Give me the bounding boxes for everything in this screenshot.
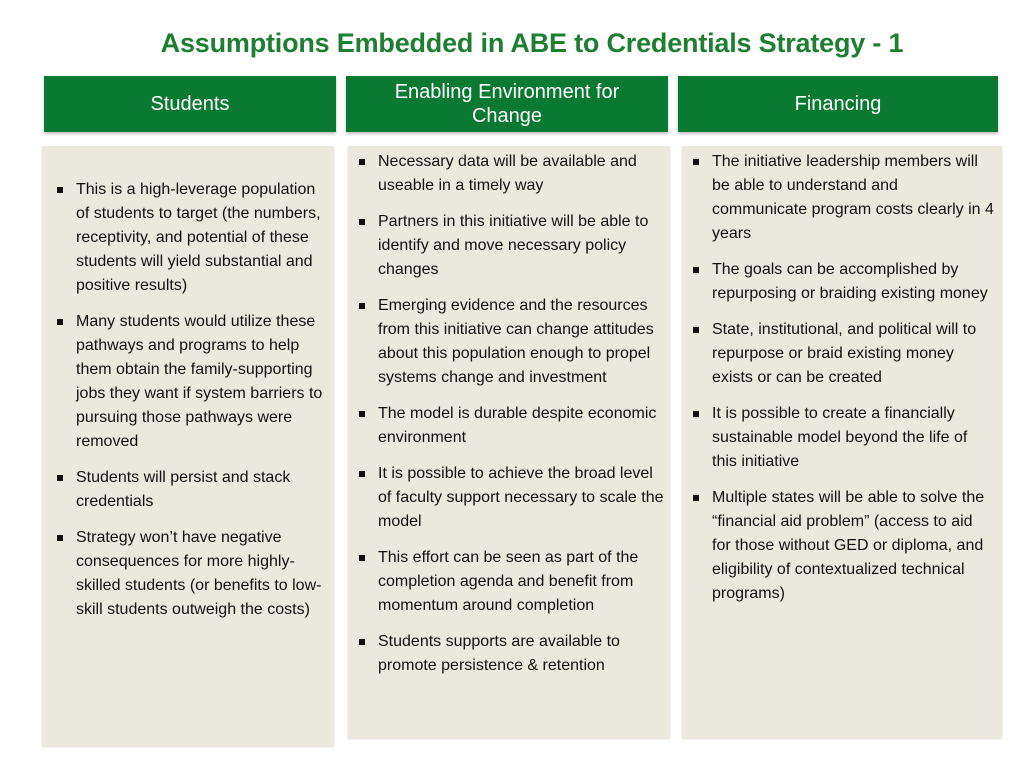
header-financing — [678, 76, 998, 132]
bullet-icon — [359, 303, 365, 309]
bullet-icon — [57, 187, 63, 193]
financing-list — [690, 150, 994, 606]
bullet-icon — [693, 159, 699, 165]
list-item: Multiple states will be able to solve the “financial aid problem” (access to aid for those without GED or diploma, and eligibility of contextualized technical programs) — [690, 486, 994, 606]
list-item: This is a high-leverage population of students to target (the numbers, receptivity, and potential of these students will yield substantial and positive results) — [54, 178, 326, 298]
bullet-icon — [359, 471, 365, 477]
list-item: Strategy won’t have negative consequences for more highly-skilled students (or benefits to low-skill students outweigh the costs) — [54, 526, 326, 622]
list-item: Necessary data will be available and useable in a timely way — [356, 150, 664, 198]
list-item: Many students would utilize these pathways and programs to help them obtain the family-supporting jobs they want if system barriers to pursuing those pathways were removed — [54, 310, 326, 454]
header-enabling-environment-label: Enabling Environment for Change — [394, 81, 620, 127]
list-item: Partners in this initiative will be able to identify and move necessary policy changes — [356, 210, 664, 282]
list-item: Students supports are available to promote persistence & retention — [356, 630, 664, 678]
bullet-icon — [57, 535, 63, 541]
list-item: Emerging evidence and the resources from this initiative can change attitudes about this population enough to propel systems change and investment — [356, 294, 664, 390]
slide-title: Assumptions Embedded in ABE to Credentials Strategy - 1 — [160, 28, 904, 58]
bullet-icon — [359, 159, 365, 165]
students-list — [54, 178, 326, 622]
bullet-icon — [693, 267, 699, 273]
bullet-icon — [693, 327, 699, 333]
enabling-environment-list — [356, 150, 664, 678]
bullet-icon — [57, 319, 63, 325]
panel-enabling-environment — [348, 146, 670, 738]
list-item: It is possible to achieve the broad level of faculty support necessary to scale the model — [356, 462, 664, 534]
header-students — [44, 76, 336, 132]
panel-financing — [682, 146, 1002, 738]
header-enabling-environment — [346, 76, 668, 132]
list-item: It is possible to create a financially sustainable model beyond the life of this initiative — [690, 402, 994, 474]
bullet-icon — [359, 555, 365, 561]
bullet-icon — [693, 495, 699, 501]
bullet-icon — [359, 639, 365, 645]
bullet-icon — [359, 411, 365, 417]
bullet-icon — [57, 475, 63, 481]
list-item: Students will persist and stack credentials — [54, 466, 326, 514]
header-financing-label: Financing — [794, 93, 882, 115]
header-students-label: Students — [150, 93, 230, 115]
list-item: The goals can be accomplished by repurposing or braiding existing money — [690, 258, 994, 306]
panel-students — [42, 146, 334, 746]
bullet-icon — [359, 219, 365, 225]
list-item: State, institutional, and political will to repurpose or braid existing money exists or can be created — [690, 318, 994, 390]
list-item: This effort can be seen as part of the completion agenda and benefit from momentum around completion — [356, 546, 664, 618]
bullet-icon — [693, 411, 699, 417]
list-item: The model is durable despite economic environment — [356, 402, 664, 450]
list-item: The initiative leadership members will be able to understand and communicate program costs clearly in 4 years — [690, 150, 994, 246]
